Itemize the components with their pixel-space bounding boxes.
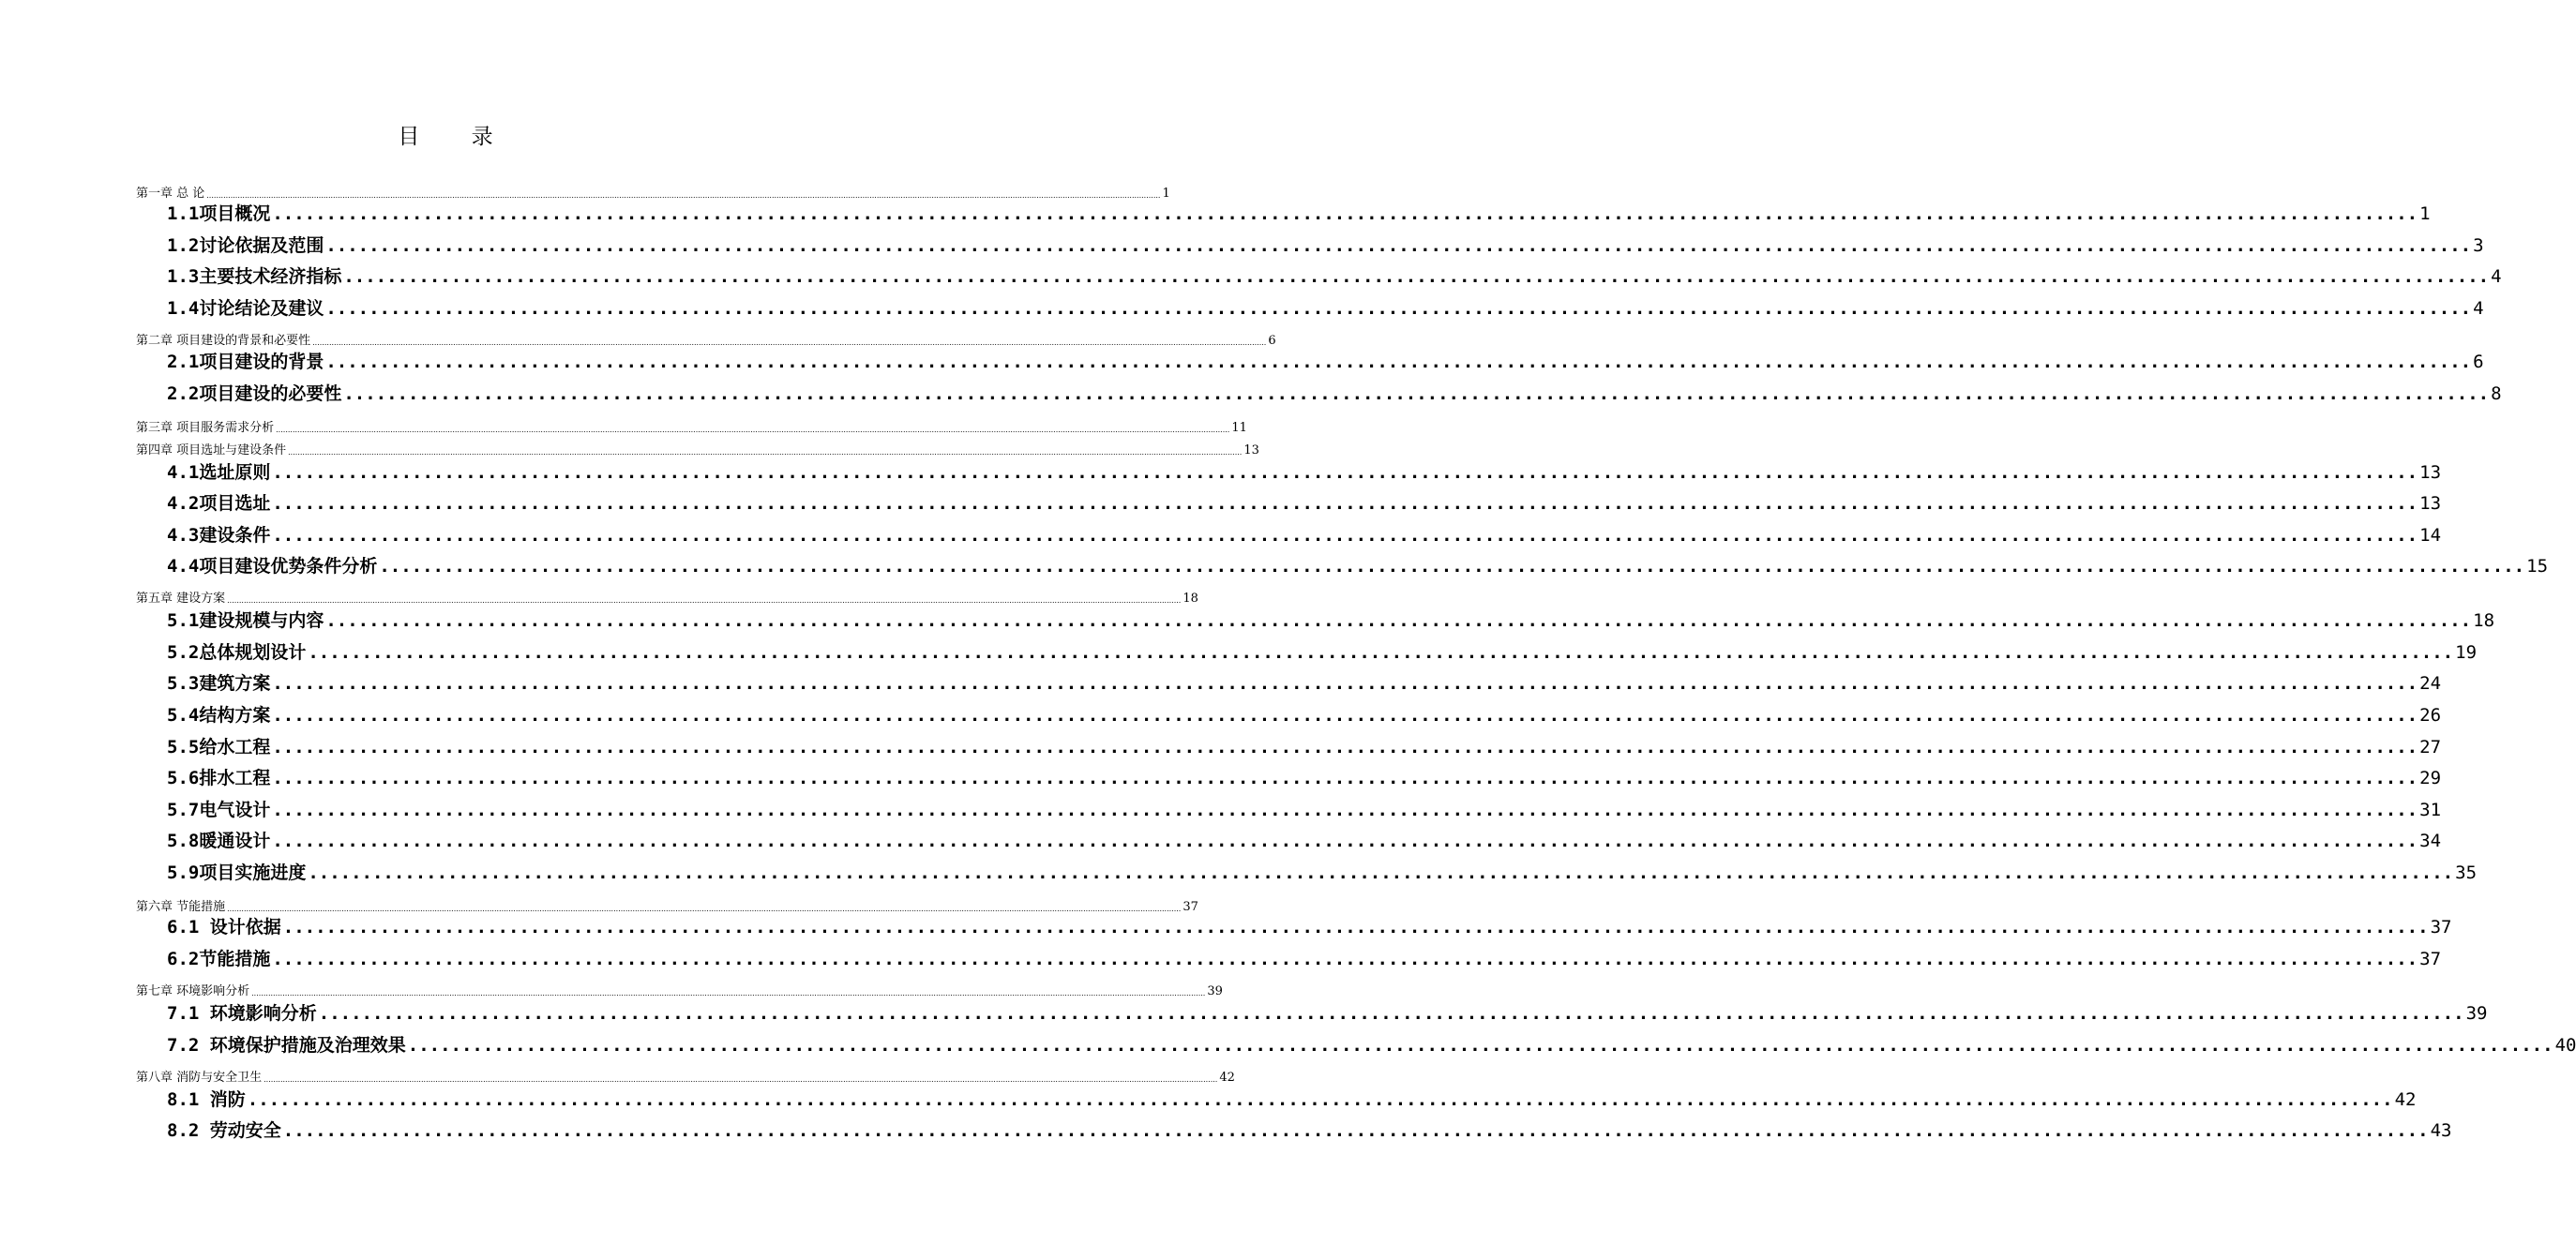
toc-entry-title: 1.4讨论结论及建议	[167, 298, 324, 319]
toc-leader-dots: ................................................................................................................................................................................................................................................................................................................................................................................................................	[264, 1075, 1218, 1084]
toc-leader-dots: ................................................................................................................................................................................................................................................................................................................................................................................................................	[251, 989, 1206, 998]
toc-page-number: 42	[1219, 1071, 1235, 1085]
toc-chapter-entry	[136, 981, 1223, 1001]
toc-page-number: 43	[2430, 1120, 2452, 1141]
toc-leader-dots: ........................................................................................................................................................................................................	[247, 1089, 2393, 1110]
toc-page-number: 11	[1231, 421, 1247, 435]
toc-chapter-entry	[136, 440, 1259, 460]
toc-leader-dots: ........................................................................................................................................................................................................	[282, 917, 2429, 938]
toc-section-entry	[167, 859, 2478, 887]
toc-leader-dots: ........................................................................................................................................................................................................	[318, 1003, 2464, 1024]
toc-page-number: 27	[2419, 737, 2442, 758]
toc-chapter-entry	[136, 417, 1247, 438]
toc-leader-dots: ........................................................................................................................................................................................................	[325, 298, 2472, 319]
toc-entry-title: 第三章 项目服务需求分析	[136, 421, 275, 435]
toc-entry-title: 1.3主要技术经济指标	[167, 266, 342, 287]
toc-leader-dots: ........................................................................................................................................................................................................	[343, 266, 2490, 287]
toc-section-entry	[167, 232, 2484, 260]
toc-page-number: 13	[2419, 493, 2442, 514]
toc-page-number: 37	[2430, 917, 2452, 938]
toc-page-number: 6	[2473, 352, 2484, 372]
toc-section-entry	[167, 262, 2502, 291]
toc-entry-title: 第四章 项目选址与建设条件	[136, 443, 287, 458]
toc-page-number: 42	[2394, 1089, 2417, 1110]
toc-entry-title: 7.2 环境保护措施及治理效果	[167, 1035, 406, 1056]
toc-entry-title: 6.2节能措施	[167, 949, 271, 969]
toc-leader-dots: ........................................................................................................................................................................................................	[272, 673, 2418, 694]
toc-page-number: 37	[1183, 900, 1198, 914]
toc-page-number: 13	[1243, 443, 1259, 458]
toc-page-number: 14	[2419, 525, 2442, 546]
toc-section-entry	[167, 827, 2442, 855]
toc-page-number: 18	[1183, 592, 1198, 606]
toc-leader-dots: ........................................................................................................................................................................................................	[272, 737, 2418, 758]
toc-chapter-entry	[136, 588, 1198, 608]
toc-page-number: 35	[2455, 862, 2478, 883]
toc-entry-title: 5.8暖通设计	[167, 831, 271, 851]
toc-section-entry	[167, 999, 2488, 1028]
toc-leader-dots: ........................................................................................................................................................................................................	[272, 525, 2418, 546]
toc-section-entry	[167, 913, 2452, 941]
toc-leader-dots: ................................................................................................................................................................................................................................................................................................................................................................................................................	[227, 905, 1182, 913]
toc-section-entry	[167, 458, 2442, 487]
toc-entry-title: 1.1项目概况	[167, 203, 271, 224]
toc-entry-title: 1.2讨论依据及范围	[167, 235, 324, 256]
toc-entry-title: 第六章 节能措施	[136, 900, 226, 914]
toc-page-number: 4	[2491, 266, 2502, 287]
toc-leader-dots: ................................................................................................................................................................................................................................................................................................................................................................................................................	[312, 338, 1267, 347]
toc-section-entry	[167, 764, 2442, 792]
toc-page-number: 15	[2526, 556, 2549, 577]
toc-section-entry	[167, 294, 2484, 322]
toc-leader-dots: ........................................................................................................................................................................................................	[272, 800, 2418, 820]
toc-section-entry	[167, 200, 2431, 228]
toc-entry-title: 6.1 设计依据	[167, 917, 281, 938]
toc-entry-title: 7.1 环境影响分析	[167, 1003, 317, 1024]
toc-section-entry	[167, 489, 2442, 518]
toc-page-number: 26	[2419, 705, 2442, 726]
toc-page-number: 6	[1268, 334, 1276, 348]
toc-leader-dots: ........................................................................................................................................................................................................	[272, 203, 2418, 224]
toc-title: 目 录	[398, 125, 516, 149]
toc-section-entry	[167, 552, 2549, 580]
toc-leader-dots: ................................................................................................................................................................................................................................................................................................................................................................................................................	[276, 426, 1230, 434]
toc-section-entry	[167, 1031, 2576, 1059]
toc-leader-dots: ........................................................................................................................................................................................................	[272, 493, 2418, 514]
toc-entry-title: 2.1项目建设的背景	[167, 352, 324, 372]
toc-section-entry	[167, 945, 2442, 973]
toc-leader-dots: ........................................................................................................................................................................................................	[308, 642, 2454, 663]
toc-page-number: 37	[2419, 949, 2442, 969]
toc-page-number: 8	[2491, 383, 2502, 404]
toc-leader-dots: ........................................................................................................................................................................................................	[379, 556, 2525, 577]
toc-entry-title: 5.4结构方案	[167, 705, 271, 726]
toc-section-entry	[167, 348, 2484, 376]
toc-section-entry	[167, 701, 2442, 729]
toc-leader-dots: ................................................................................................................................................................................................................................................................................................................................................................................................................	[206, 191, 1161, 200]
toc-page-number: 13	[2419, 462, 2442, 483]
toc-entry-title: 2.2项目建设的必要性	[167, 383, 342, 404]
toc-section-entry	[167, 607, 2495, 635]
toc-leader-dots: ........................................................................................................................................................................................................	[282, 1120, 2429, 1141]
toc-entry-title: 第八章 消防与安全卫生	[136, 1071, 263, 1085]
toc-page-number: 4	[2473, 298, 2484, 319]
toc-entry-title: 4.4项目建设优势条件分析	[167, 556, 378, 577]
toc-entry-title: 5.5给水工程	[167, 737, 271, 758]
toc-page-number: 40	[2554, 1035, 2576, 1056]
toc-entry-title: 第一章 总 论	[136, 187, 205, 201]
toc-page-number: 1	[1162, 187, 1170, 201]
toc-page-number: 24	[2419, 673, 2442, 694]
toc-entry-title: 第二章 项目建设的背景和必要性	[136, 334, 311, 348]
toc-section-entry	[167, 796, 2442, 824]
toc-leader-dots: ................................................................................................................................................................................................................................................................................................................................................................................................................	[288, 448, 1243, 457]
toc-chapter-entry	[136, 1067, 1235, 1088]
toc-entry-title: 8.2 劳动安全	[167, 1120, 281, 1141]
toc-page-number: 29	[2419, 768, 2442, 788]
toc-leader-dots: ........................................................................................................................................................................................................	[325, 235, 2472, 256]
toc-page-number: 19	[2455, 642, 2478, 663]
toc-entry-title: 4.1选址原则	[167, 462, 271, 483]
toc-entry-title: 第五章 建设方案	[136, 592, 226, 606]
toc-leader-dots: ........................................................................................................................................................................................................	[272, 462, 2418, 483]
toc-section-entry	[167, 638, 2478, 667]
toc-section-entry	[167, 733, 2442, 761]
toc-page-number: 34	[2419, 831, 2442, 851]
toc-leader-dots: ........................................................................................................................................................................................................	[272, 949, 2418, 969]
toc-entry-title: 4.3建设条件	[167, 525, 271, 546]
toc-section-entry	[167, 1117, 2452, 1145]
toc-entry-title: 5.1建设规模与内容	[167, 610, 324, 631]
toc-leader-dots: ........................................................................................................................................................................................................	[325, 352, 2472, 372]
toc-leader-dots: ........................................................................................................................................................................................................	[325, 610, 2472, 631]
toc-entry-title: 8.1 消防	[167, 1089, 246, 1110]
toc-entry-title: 4.2项目选址	[167, 493, 271, 514]
toc-leader-dots: ........................................................................................................................................................................................................	[343, 383, 2490, 404]
toc-entry-title: 5.7电气设计	[167, 800, 271, 820]
toc-section-entry	[167, 1086, 2417, 1114]
toc-entry-title: 第七章 环境影响分析	[136, 984, 250, 998]
toc-page-number: 39	[1207, 984, 1223, 998]
toc-entry-title: 5.6排水工程	[167, 768, 271, 788]
toc-entry-title: 5.9项目实施进度	[167, 862, 307, 883]
toc-page-number: 18	[2473, 610, 2495, 631]
toc-leader-dots: ........................................................................................................................................................................................................	[407, 1035, 2553, 1056]
toc-leader-dots: ........................................................................................................................................................................................................	[272, 705, 2418, 726]
toc-page-number: 1	[2419, 203, 2431, 224]
toc-entry-title: 5.3建筑方案	[167, 673, 271, 694]
toc-page-number: 39	[2465, 1003, 2488, 1024]
toc-page-number: 31	[2419, 800, 2442, 820]
toc-section-entry	[167, 669, 2442, 698]
toc-leader-dots: ........................................................................................................................................................................................................	[308, 862, 2454, 883]
toc-section-entry	[167, 521, 2442, 549]
toc-section-entry	[167, 380, 2502, 408]
toc-entry-title: 5.2总体规划设计	[167, 642, 307, 663]
toc-leader-dots: ........................................................................................................................................................................................................	[272, 831, 2418, 851]
toc-leader-dots: ........................................................................................................................................................................................................	[272, 768, 2418, 788]
toc-leader-dots: ................................................................................................................................................................................................................................................................................................................................................................................................................	[227, 596, 1182, 605]
toc-page-number: 3	[2473, 235, 2484, 256]
